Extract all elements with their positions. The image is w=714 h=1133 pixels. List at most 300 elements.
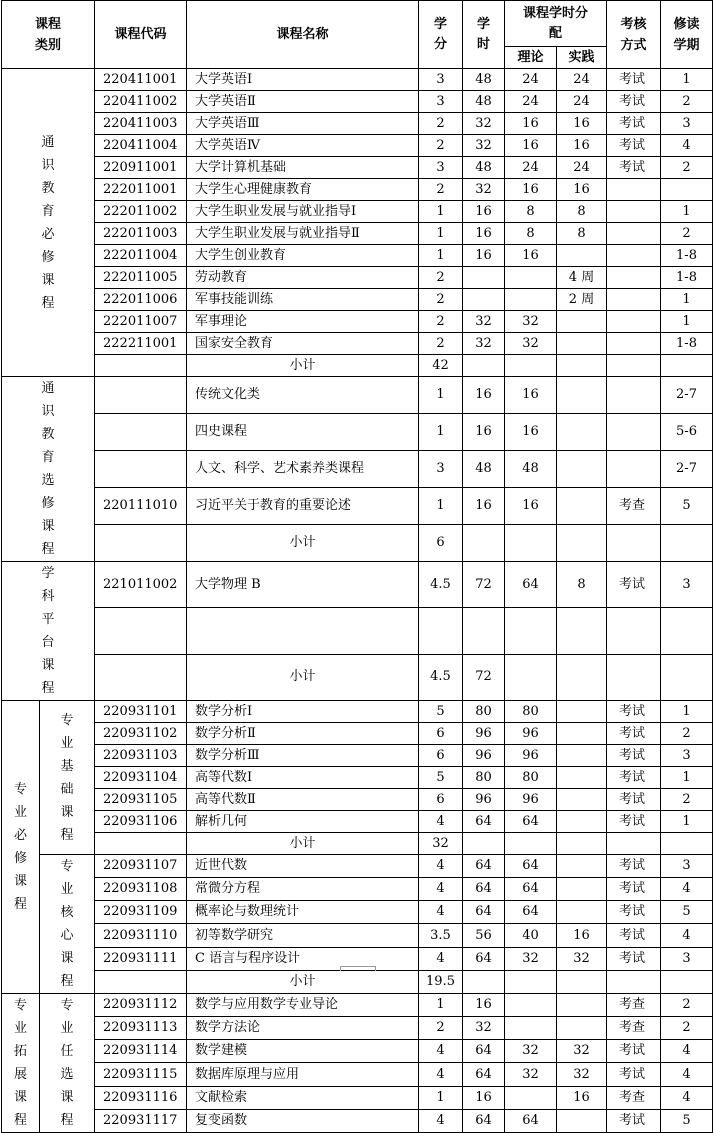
subtotal-blank: [661, 833, 713, 855]
table-row: [2, 767, 713, 789]
course-code: 220931117: [95, 1109, 187, 1132]
course-name: 劳动教育: [187, 267, 419, 289]
course-semester: 5: [661, 488, 713, 525]
course-credit: 2: [419, 113, 463, 135]
subtotal-credit: 4.5: [419, 654, 463, 700]
course-name: 初等数学研究: [187, 924, 419, 947]
course-name: 常微分方程: [187, 878, 419, 901]
course-practice: 16: [557, 179, 607, 201]
subtotal-hours: [463, 525, 505, 562]
course-practice: [557, 1017, 607, 1040]
course-hours: 32: [463, 113, 505, 135]
header-semester: 修读学期: [661, 1, 713, 69]
category-cell: [2, 701, 40, 994]
category-label: 专业拓展课程: [13, 998, 27, 1128]
table-row: [2, 654, 713, 700]
table-row: [2, 878, 713, 901]
course-theory: 24: [505, 91, 557, 113]
course-practice: [557, 333, 607, 355]
table-row: [2, 1063, 713, 1086]
course-credit: 2: [419, 179, 463, 201]
course-name: 数学建模: [187, 1040, 419, 1063]
course-credit: 1: [419, 488, 463, 525]
course-exam: 考试: [607, 767, 661, 789]
course-exam: 考试: [607, 1040, 661, 1063]
course-theory: 32: [505, 333, 557, 355]
subtotal-blank: [661, 970, 713, 993]
table-row: [2, 91, 713, 113]
header-hours: 学时: [463, 1, 505, 69]
course-exam: 考试: [607, 69, 661, 91]
course-theory: 8: [505, 201, 557, 223]
course-hours: 16: [463, 223, 505, 245]
course-semester: 4: [661, 924, 713, 947]
course-theory: 24: [505, 69, 557, 91]
course-hours: 16: [463, 994, 505, 1017]
course-credit: 2: [419, 311, 463, 333]
course-hours: 32: [463, 135, 505, 157]
course-code: 220931106: [95, 811, 187, 833]
course-practice: 24: [557, 157, 607, 179]
course-credit: 1: [419, 414, 463, 451]
category-label: 专业必修课程: [13, 782, 27, 912]
course-practice: 16: [557, 113, 607, 135]
course-practice: 2 周: [557, 289, 607, 311]
course-name: 数学分析Ⅲ: [187, 745, 419, 767]
table-row: [2, 1017, 713, 1040]
course-credit: 4: [419, 1040, 463, 1063]
course-practice: 16: [557, 924, 607, 947]
category-label: 通识教育必修课程: [41, 134, 55, 311]
subtotal-label: 小计: [187, 833, 419, 855]
course-code: 221011002: [95, 562, 187, 608]
category-cell: [2, 69, 95, 377]
course-code: 220931109: [95, 901, 187, 924]
course-practice: [557, 767, 607, 789]
subcategory-cell: [40, 855, 95, 994]
table-row: [2, 201, 713, 223]
course-credit: 1: [419, 245, 463, 267]
course-credit: 2: [419, 289, 463, 311]
course-exam: [607, 223, 661, 245]
course-semester: 1: [661, 811, 713, 833]
course-credit: 6: [419, 789, 463, 811]
course-exam: 考试: [607, 701, 661, 723]
table-row: [2, 1086, 713, 1109]
course-code: 222011007: [95, 311, 187, 333]
course-hours: 80: [463, 701, 505, 723]
course-code: 220931113: [95, 1017, 187, 1040]
course-exam: [607, 333, 661, 355]
course-name: 国家安全教育: [187, 333, 419, 355]
course-exam: 考试: [607, 1063, 661, 1086]
table-row: [2, 1109, 713, 1132]
course-credit: 2: [419, 333, 463, 355]
course-code: [95, 377, 187, 414]
course-credit: 5: [419, 767, 463, 789]
table-row: [2, 333, 713, 355]
course-hours: 80: [463, 767, 505, 789]
course-hours: 32: [463, 179, 505, 201]
subcategory-cell: [40, 994, 95, 1133]
course-code: 220931103: [95, 745, 187, 767]
course-name: 传统文化类: [187, 377, 419, 414]
course-practice: [557, 377, 607, 414]
course-exam: 考试: [607, 855, 661, 878]
course-semester: 1: [661, 701, 713, 723]
course-theory: 16: [505, 245, 557, 267]
table-row: [2, 608, 713, 654]
course-practice: [557, 608, 607, 654]
subtotal-blank: [95, 970, 187, 993]
subtotal-hours: [463, 355, 505, 377]
subtotal-blank: [95, 355, 187, 377]
course-semester: 2: [661, 994, 713, 1017]
subcategory-cell: [40, 701, 95, 855]
subtotal-hours: 72: [463, 654, 505, 700]
header-theory: 理论: [505, 47, 557, 69]
course-semester: 1: [661, 289, 713, 311]
course-name: 大学英语Ⅰ: [187, 69, 419, 91]
course-credit: 1: [419, 377, 463, 414]
table-row: [2, 924, 713, 947]
course-semester: 2: [661, 91, 713, 113]
course-practice: 32: [557, 947, 607, 970]
subtotal-blank: [661, 525, 713, 562]
course-semester: 1: [661, 69, 713, 91]
course-semester: 4: [661, 135, 713, 157]
course-name: 大学生心理健康教育: [187, 179, 419, 201]
subtotal-label: 小计: [187, 654, 419, 700]
header-dist: 课程学时分配: [505, 1, 607, 47]
course-theory: [505, 1086, 557, 1109]
course-exam: 考试: [607, 157, 661, 179]
course-semester: 1: [661, 767, 713, 789]
subtotal-blank: [557, 525, 607, 562]
course-name: 大学英语Ⅱ: [187, 91, 419, 113]
subtotal-blank: [505, 355, 557, 377]
course-name: C 语言与程序设计: [187, 947, 419, 970]
course-credit: 1: [419, 994, 463, 1017]
course-theory: [505, 1017, 557, 1040]
course-theory: 80: [505, 767, 557, 789]
category-cell: [2, 994, 40, 1133]
course-semester: 1-8: [661, 245, 713, 267]
subtotal-blank: [557, 654, 607, 700]
course-theory: 32: [505, 311, 557, 333]
course-theory: 80: [505, 701, 557, 723]
course-practice: 16: [557, 1086, 607, 1109]
course-practice: 8: [557, 562, 607, 608]
course-credit: 6: [419, 723, 463, 745]
course-name: 大学计算机基础: [187, 157, 419, 179]
course-practice: 24: [557, 69, 607, 91]
course-semester: 2: [661, 723, 713, 745]
subtotal-label: 小计: [187, 970, 419, 993]
subtotal-blank: [557, 833, 607, 855]
course-code: 222011006: [95, 289, 187, 311]
table-row: [2, 970, 713, 993]
course-exam: 考试: [607, 878, 661, 901]
course-name: 数学分析Ⅰ: [187, 701, 419, 723]
course-name: 大学生职业发展与就业指导Ⅱ: [187, 223, 419, 245]
subtotal-credit: 19.5: [419, 970, 463, 993]
course-hours: 96: [463, 745, 505, 767]
course-credit: 2: [419, 1017, 463, 1040]
table-row: [2, 157, 713, 179]
course-name: 文献检索: [187, 1086, 419, 1109]
subtotal-hours: [463, 970, 505, 993]
course-theory: 64: [505, 878, 557, 901]
course-hours: 16: [463, 1086, 505, 1109]
course-practice: 8: [557, 223, 607, 245]
course-exam: 考试: [607, 91, 661, 113]
category-label: 通识教育选修课程: [41, 381, 55, 557]
course-name: 人文、科学、艺术素养类课程: [187, 451, 419, 488]
course-exam: [607, 289, 661, 311]
course-name: 大学英语Ⅳ: [187, 135, 419, 157]
course-credit: 3: [419, 91, 463, 113]
course-semester: 5-6: [661, 414, 713, 451]
course-practice: 24: [557, 91, 607, 113]
course-hours: 32: [463, 333, 505, 355]
course-semester: 4: [661, 1063, 713, 1086]
table-row: [2, 525, 713, 562]
course-theory: [505, 289, 557, 311]
course-credit: 4: [419, 1063, 463, 1086]
subtotal-blank: [505, 970, 557, 993]
course-semester: 5: [661, 1109, 713, 1132]
table-row: [2, 901, 713, 924]
course-theory: 40: [505, 924, 557, 947]
category-label: 专业核心课程: [60, 859, 74, 989]
course-semester: 2: [661, 157, 713, 179]
course-hours: 16: [463, 414, 505, 451]
subtotal-blank: [505, 833, 557, 855]
course-hours: 64: [463, 855, 505, 878]
header-name: 课程名称: [187, 1, 419, 69]
course-name: 数学分析Ⅱ: [187, 723, 419, 745]
course-semester: 4: [661, 1040, 713, 1063]
course-practice: 4 周: [557, 267, 607, 289]
table-row: [2, 223, 713, 245]
table-row: [2, 311, 713, 333]
course-practice: [557, 414, 607, 451]
table-row: [2, 135, 713, 157]
header-code: 课程代码: [95, 1, 187, 69]
course-code: 220411001: [95, 69, 187, 91]
course-practice: [557, 745, 607, 767]
header-category: 课程类别: [2, 1, 95, 69]
course-practice: [557, 488, 607, 525]
course-credit: 1: [419, 201, 463, 223]
course-theory: 64: [505, 1109, 557, 1132]
course-hours: 16: [463, 488, 505, 525]
course-hours: 48: [463, 91, 505, 113]
course-credit: 4: [419, 901, 463, 924]
course-name: 数学方法论: [187, 1017, 419, 1040]
course-practice: [557, 901, 607, 924]
course-name: 数据库原理与应用: [187, 1063, 419, 1086]
course-name: [187, 608, 419, 654]
category-label: 学科平台课程: [41, 566, 55, 696]
course-code: 220931110: [95, 924, 187, 947]
course-theory: 16: [505, 135, 557, 157]
course-hours: 64: [463, 1040, 505, 1063]
course-name: 数学与应用数学专业导论: [187, 994, 419, 1017]
course-semester: 4: [661, 1086, 713, 1109]
course-credit: 2: [419, 135, 463, 157]
subtotal-blank: [607, 525, 661, 562]
page-edge-mark: [340, 966, 376, 971]
course-practice: [557, 855, 607, 878]
course-hours: 56: [463, 924, 505, 947]
course-theory: 48: [505, 451, 557, 488]
category-label: 专业基础课程: [60, 712, 74, 843]
table-row: [2, 994, 713, 1017]
course-hours: 32: [463, 1017, 505, 1040]
course-hours: [463, 267, 505, 289]
course-credit: 6: [419, 745, 463, 767]
course-code: 220931105: [95, 789, 187, 811]
table-row: [2, 245, 713, 267]
subtotal-blank: [95, 525, 187, 562]
subtotal-label: 小计: [187, 355, 419, 377]
course-semester: 2-7: [661, 377, 713, 414]
course-code: 220931112: [95, 994, 187, 1017]
course-code: 220931116: [95, 1086, 187, 1109]
course-hours: 32: [463, 311, 505, 333]
table-row: [2, 723, 713, 745]
table-row: [2, 855, 713, 878]
course-exam: [607, 201, 661, 223]
course-practice: [557, 994, 607, 1017]
course-code: 222011001: [95, 179, 187, 201]
course-exam: 考试: [607, 723, 661, 745]
course-hours: [463, 289, 505, 311]
course-theory: 64: [505, 811, 557, 833]
course-credit: [419, 608, 463, 654]
course-code: 220931114: [95, 1040, 187, 1063]
course-theory: 16: [505, 179, 557, 201]
course-semester: 3: [661, 113, 713, 135]
course-credit: 2: [419, 267, 463, 289]
course-credit: 3: [419, 157, 463, 179]
course-code: 222211001: [95, 333, 187, 355]
subtotal-hours: [463, 833, 505, 855]
course-semester: 3: [661, 947, 713, 970]
course-semester: [661, 179, 713, 201]
course-exam: 考试: [607, 135, 661, 157]
course-semester: 2: [661, 223, 713, 245]
course-theory: 96: [505, 745, 557, 767]
course-name: 高等代数Ⅰ: [187, 767, 419, 789]
course-hours: 48: [463, 69, 505, 91]
course-theory: 64: [505, 562, 557, 608]
course-exam: 考试: [607, 924, 661, 947]
course-theory: 16: [505, 414, 557, 451]
course-exam: [607, 267, 661, 289]
course-theory: 24: [505, 157, 557, 179]
course-exam: 考试: [607, 745, 661, 767]
course-hours: 64: [463, 1109, 505, 1132]
course-credit: 3: [419, 69, 463, 91]
course-name: 解析几何: [187, 811, 419, 833]
course-name: 习近平关于教育的重要论述: [187, 488, 419, 525]
course-code: 220931104: [95, 767, 187, 789]
course-credit: 1: [419, 223, 463, 245]
table-row: [2, 789, 713, 811]
subtotal-blank: [661, 654, 713, 700]
table-row: [2, 833, 713, 855]
course-semester: 1: [661, 201, 713, 223]
subtotal-blank: [661, 355, 713, 377]
course-theory: 16: [505, 377, 557, 414]
course-practice: [557, 245, 607, 267]
course-semester: 3: [661, 855, 713, 878]
subtotal-blank: [557, 970, 607, 993]
course-practice: [557, 311, 607, 333]
course-code: [95, 414, 187, 451]
table-row: [2, 451, 713, 488]
course-hours: 64: [463, 947, 505, 970]
table-row: [2, 377, 713, 414]
course-credit: 4: [419, 947, 463, 970]
course-name: 概率论与数理统计: [187, 901, 419, 924]
curriculum-body: [2, 69, 713, 1133]
course-name: 大学生创业教育: [187, 245, 419, 267]
category-label: 专业任选课程: [60, 998, 74, 1128]
subtotal-blank: [607, 833, 661, 855]
course-name: 近世代数: [187, 855, 419, 878]
course-theory: 64: [505, 901, 557, 924]
course-name: 高等代数Ⅱ: [187, 789, 419, 811]
table-row: [2, 355, 713, 377]
course-code: 220931107: [95, 855, 187, 878]
course-hours: 64: [463, 878, 505, 901]
course-theory: 64: [505, 855, 557, 878]
course-exam: [607, 245, 661, 267]
course-code: 220411004: [95, 135, 187, 157]
table-row: [2, 414, 713, 451]
subtotal-credit: 42: [419, 355, 463, 377]
course-credit: 5: [419, 701, 463, 723]
course-hours: 16: [463, 201, 505, 223]
course-credit: 3: [419, 451, 463, 488]
course-credit: 4: [419, 1109, 463, 1132]
course-exam: 考试: [607, 789, 661, 811]
header-exam: 考核方式: [607, 1, 661, 69]
course-practice: [557, 878, 607, 901]
table-row: [2, 701, 713, 723]
course-code: 222011002: [95, 201, 187, 223]
table-row: [2, 179, 713, 201]
course-theory: [505, 994, 557, 1017]
course-practice: [557, 723, 607, 745]
table-row: [2, 745, 713, 767]
course-exam: 考查: [607, 1017, 661, 1040]
subtotal-credit: 6: [419, 525, 463, 562]
course-theory: 96: [505, 789, 557, 811]
course-practice: [557, 811, 607, 833]
course-theory: [505, 608, 557, 654]
course-exam: 考试: [607, 1109, 661, 1132]
table-row: [2, 488, 713, 525]
course-theory: [505, 267, 557, 289]
course-theory: 32: [505, 947, 557, 970]
course-exam: [607, 179, 661, 201]
subtotal-credit: 32: [419, 833, 463, 855]
